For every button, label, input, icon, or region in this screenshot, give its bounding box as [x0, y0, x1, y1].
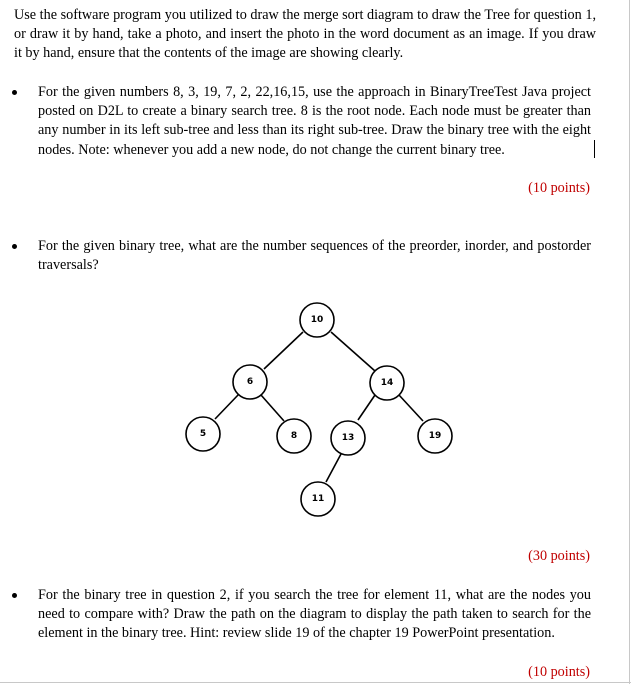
page-border-bottom	[0, 682, 631, 683]
edge-10-6	[264, 332, 303, 369]
svg-text:13: 13	[341, 433, 355, 443]
question-2-points: (30 points)	[528, 548, 590, 564]
edge-14-13	[358, 395, 375, 420]
question-3-points: (10 points)	[528, 664, 590, 680]
edge-6-8	[261, 395, 284, 421]
svg-text:5: 5	[199, 429, 207, 439]
edge-13-11	[326, 454, 341, 482]
tree-node-10	[300, 303, 334, 337]
tree-node-6	[233, 365, 267, 399]
question-3-text: For the binary tree in question 2, if you search the tree for element 11, what are the nodes you need to compare with? Draw the path on the diagram to display the path taken to search for the element in the binary tree. Hint: review slide 19 of the chapter 19 PowerPoint presentation.	[38, 587, 591, 642]
text-cursor	[594, 140, 595, 158]
tree-node-5	[186, 417, 220, 451]
tree-node-19	[418, 419, 452, 453]
bullet-icon	[12, 90, 17, 95]
bullet-icon	[12, 593, 17, 598]
svg-text:10: 10	[310, 315, 324, 325]
question-2-text: For the given binary tree, what are the number sequences of the preorder, inorder, and postorder traversals?	[38, 238, 591, 274]
question-1-points: (10 points)	[528, 180, 590, 196]
edge-6-5	[215, 394, 239, 419]
tree-node-14	[370, 366, 404, 400]
tree-node-13	[331, 421, 365, 455]
svg-text:14: 14	[380, 378, 394, 388]
bullet-icon	[12, 244, 17, 249]
svg-text:8: 8	[290, 431, 298, 441]
svg-text:19: 19	[428, 431, 442, 441]
edge-10-14	[331, 332, 375, 371]
tree-node-11	[301, 482, 335, 516]
svg-text:11: 11	[311, 494, 325, 504]
question-1-text: For the given numbers 8, 3, 19, 7, 2, 22,16,15, use the approach in BinaryTreeTest Java project posted on D2L to create a binary search tree. 8 is the root node. Each node must be greater than any number in its left sub-tree and less than its right sub-tree. Draw the binary tree with the eight nodes. Note: whenever you add a new node, do not change the current binary tree.	[38, 84, 591, 158]
binary-tree-diagram	[0, 290, 631, 520]
tree-node-8	[277, 419, 311, 453]
svg-text:6: 6	[246, 377, 254, 387]
intro-paragraph: Use the software program you utilized to draw the merge sort diagram to draw the Tree for question 1, or draw it by hand, take a photo, and insert the photo in the word document as an image. If you draw it by hand, ensure that the contents of the image are showing clearly.	[14, 7, 596, 62]
edge-14-19	[399, 395, 423, 421]
